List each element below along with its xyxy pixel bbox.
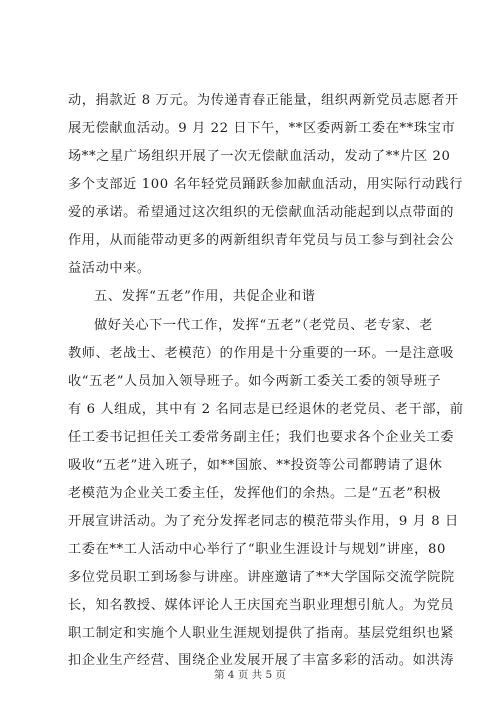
- text-line: 爱的承诺。希望通过这次组织的无偿献血活动能起到以点带面的: [68, 205, 455, 220]
- text-line: 多位党员职工到场参与讲座。讲座邀请了**大学国际交流学院院: [68, 570, 455, 585]
- text-line: 有 6 人组成，其中有 2 名同志是已经退休的老党员、老干部，前: [68, 402, 464, 417]
- text-line: 开展宣讲活动。为了充分发挥老同志的模范带头作用，9 月 8 日: [68, 514, 459, 529]
- text-line: 益活动中来。: [68, 261, 151, 276]
- text-line: 做好关心下一代工作，发挥“五老”（老党员、老专家、老: [94, 318, 433, 333]
- text-line: 职工制定和实施个人职业生涯规划提供了指南。基层党组织也紧: [68, 626, 455, 641]
- text-line: 多个支部近 100 名年轻党员踊跃参加献血活动，用实际行动践行: [68, 177, 464, 192]
- text-line: 收“五老”人员加入领导班子。如今两新工委关工委的领导班子: [68, 374, 442, 389]
- text-line: 展无偿献血活动。9 月 22 日下午，**区委两新工委在**珠宝市: [68, 121, 456, 136]
- section-heading: 五、发挥“五老”作用，共促企业和谐: [94, 289, 316, 304]
- text-line: 老模范为企业关工委主任，发挥他们的余热。二是“五老”积极: [68, 486, 442, 501]
- text-line: 吸收“五老”进入班子，如**国旅、**投资等公司都聘请了退休: [68, 458, 443, 473]
- text-line: 教师、老战士、老模范）的作用是十分重要的一环。一是注意吸: [68, 346, 455, 361]
- text-line: 扣企业生产经营、围绕企业发展开展了丰富多彩的活动。如洪涛: [68, 653, 455, 668]
- text-line: 工委在**工人活动中心举行了“职业生涯设计与规划”讲座，80: [68, 542, 446, 557]
- text-line: 动，捐款近 8 万元。为传递青春正能量，组织两新党员志愿者开: [68, 93, 459, 108]
- text-line: 任工委书记担任关工委常务副主任；我们也要求各个企业关工委: [68, 430, 455, 445]
- text-line: 场**之星广场组织开展了一次无偿献血活动，发动了**片区 20: [68, 149, 451, 164]
- text-line: 作用，从而能带动更多的两新组织青年党员与员工参与到社会公: [68, 233, 455, 248]
- text-line: 长，知名教授、媒体评论人王庆国充当职业理想引航人。为党员: [68, 598, 455, 613]
- page-footer: 第 4 页 共 5 页: [213, 669, 287, 681]
